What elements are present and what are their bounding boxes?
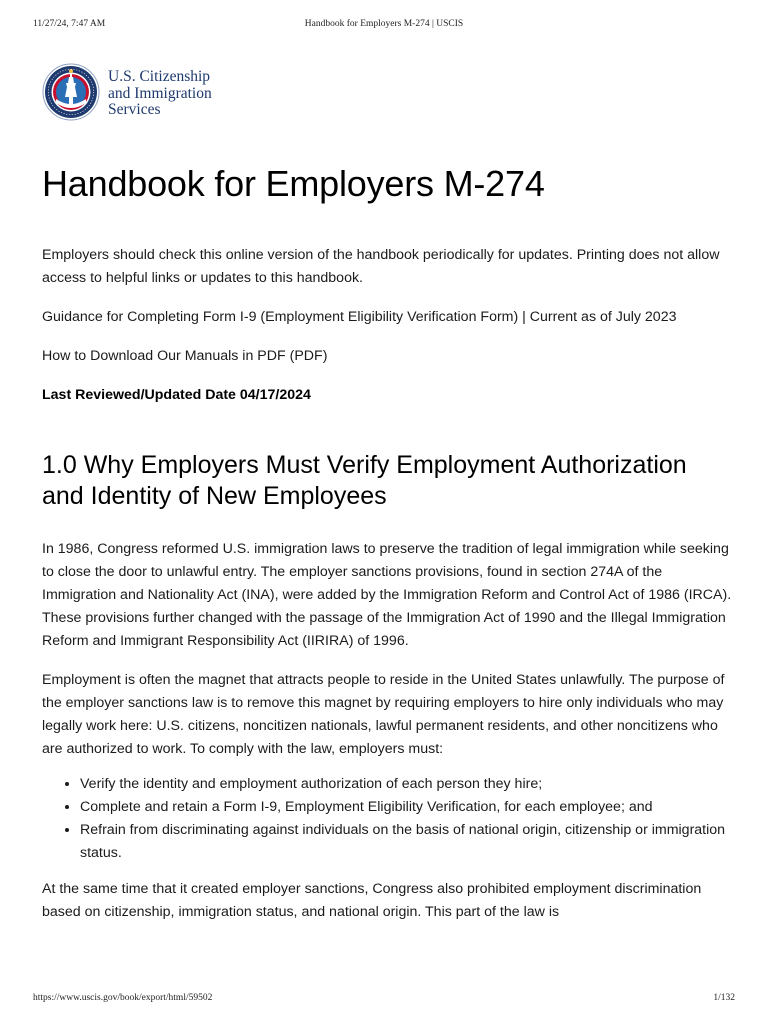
print-header	[0, 19, 768, 33]
section-paragraph-3: At the same time that it created employer sanctions, Congress also prohibited employment discrimination based on citizenship, immigration status, and national origin. This part of the law is	[42, 881, 702, 920]
requirements-list	[42, 773, 732, 865]
list-item: • Complete and retain a Form I-9, Employment Eligibility Verification, for each employee; and	[80, 796, 732, 819]
print-url: https://www.uscis.gov/book/export/html/59502	[33, 993, 213, 1003]
uscis-seal-icon	[42, 63, 100, 121]
print-page-number: 1/132	[713, 993, 735, 1003]
list-item: • Refrain from discriminating against individuals on the basis of national origin, citizenship or immigration status.	[80, 819, 732, 865]
last-updated-date: Last Reviewed/Updated Date 04/17/2024	[42, 387, 311, 403]
download-manuals-link[interactable]: How to Download Our Manuals in PDF (PDF)	[42, 348, 328, 364]
print-timestamp: 11/27/24, 7:47 AM	[33, 19, 106, 29]
page-title: Handbook for Employers M-274	[42, 163, 545, 204]
print-page-title: Handbook for Employers M-274 | USCIS	[304, 19, 464, 29]
agency-name-line3: Services	[108, 101, 161, 118]
section-heading: 1.0 Why Employers Must Verify Employment Authorization and Identity of New Employees	[42, 451, 687, 510]
agency-name-line2: and Immigration	[108, 84, 212, 102]
section-paragraph-2: Employment is often the magnet that attracts people to reside in the United States unlawfully. The purpose of the employer sanctions law is to remove this magnet by requiring employers to hire only individuals who may legally work here: U.S. citizens, noncitizen nationals, lawful permanent residents, and other noncitizens who are authorized to work. To comply with the law, employers must:	[42, 672, 725, 757]
guidance-text: Guidance for Completing Form I-9 (Employment Eligibility Verification Form) | Current as of July 2023	[42, 309, 677, 325]
intro-paragraph: Employers should check this online version of the handbook periodically for updates. Printing does not allow access to helpful links or updates to this handbook.	[42, 247, 720, 286]
agency-name-line1: U.S. Citizenship	[108, 68, 211, 85]
print-footer	[0, 993, 768, 1007]
agency-name	[108, 69, 268, 119]
list-item: • Verify the identity and employment authorization of each person they hire;	[80, 773, 732, 796]
main-content	[42, 160, 732, 924]
section-paragraph-1: In 1986, Congress reformed U.S. immigration laws to preserve the tradition of legal immigration while seeking to close the door to unlawful entry. The employer sanctions provisions, found in section 274A of the Immigration and Nationality Act (INA), were added by the Immigration Reform and Control Act of 1986 (IRCA). These provisions further changed with the passage of the Immigration Act of 1990 and the Illegal Immigration Reform and Immigrant Responsibility Act (IIRIRA) of 1996.	[42, 541, 732, 649]
